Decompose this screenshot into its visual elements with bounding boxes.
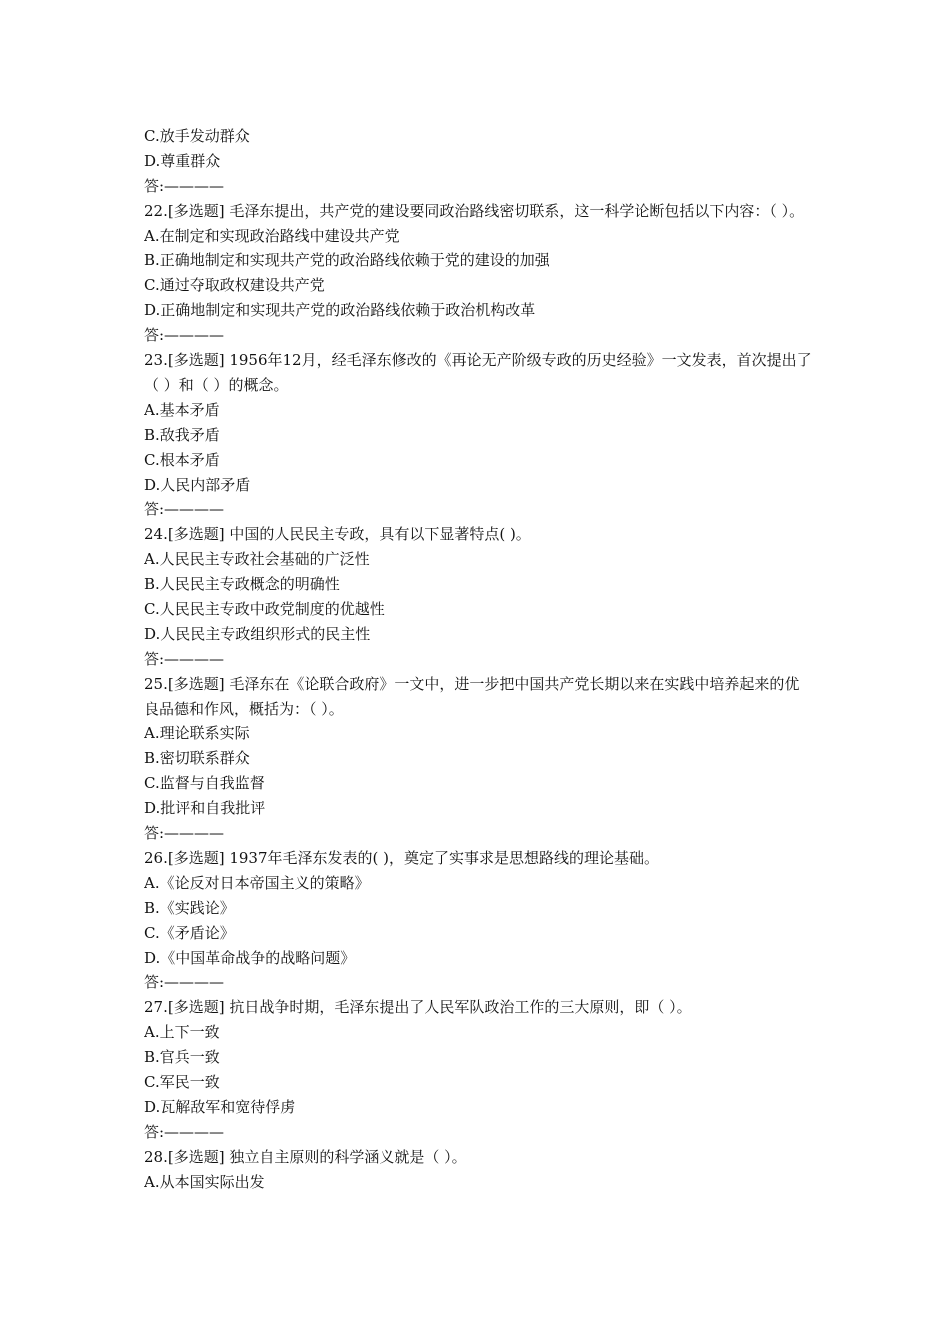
answer-line: 答:———— [144, 973, 225, 992]
question-stem: 28.[多选题] 独立自主原则的科学涵义就是（ ）。 [144, 1147, 467, 1166]
question-24 [144, 522, 814, 671]
option-d: D.《中国革命战争的战略问题》 [144, 948, 356, 967]
option-a: A.理论联系实际 [144, 724, 250, 743]
option-d: D.瓦解敌军和宽待俘虏 [144, 1097, 296, 1116]
question-stem: 22.[多选题] 毛泽东提出，共产党的建设要同政治路线密切联系，这一科学论断包括以下内容：（ ）。 [144, 201, 805, 220]
question-stem: 24.[多选题] 中国的人民民主专政，具有以下显著特点( )。 [144, 525, 531, 544]
option-b: B.正确地制定和实现共产党的政治路线依赖于党的建设的加强 [144, 251, 550, 270]
answer-line: 答:———— [144, 824, 225, 843]
question-22 [144, 199, 814, 348]
option-a: A.从本国实际出发 [144, 1172, 265, 1191]
question-28 [144, 1145, 814, 1195]
document-page [144, 124, 814, 1194]
option-d: D.批评和自我批评 [144, 799, 266, 818]
option-c: C.人民民主专政中政党制度的优越性 [144, 599, 385, 618]
answer-line: 答:———— [144, 326, 225, 345]
option-c: C.《矛盾论》 [144, 923, 235, 942]
option-b: B.《实践论》 [144, 898, 235, 917]
option-d: D.尊重群众 [144, 151, 221, 170]
option-b: B.密切联系群众 [144, 749, 250, 768]
question-stem: 26.[多选题] 1937年毛泽东发表的( )，奠定了实事求是思想路线的理论基础。 [144, 848, 659, 867]
question-stem: 23.[多选题] 1956年12月，经毛泽东修改的《再论无产阶级专政的历史经验》一文发表，首次提出了（ ）和（ ）的概念。 [144, 351, 812, 394]
option-d: D.正确地制定和实现共产党的政治路线依赖于政治机构改革 [144, 301, 536, 320]
option-c: C.监督与自我监督 [144, 774, 265, 793]
question-25 [144, 672, 814, 846]
option-d: D.人民内部矛盾 [144, 475, 251, 494]
option-b: B.官兵一致 [144, 1048, 220, 1067]
question-21-tail [144, 124, 814, 199]
question-23 [144, 348, 814, 522]
question-stem: 27.[多选题] 抗日战争时期，毛泽东提出了人民军队政治工作的三大原则，即（ ）。 [144, 998, 692, 1017]
option-a: A.上下一致 [144, 1023, 220, 1042]
option-c: C.军民一致 [144, 1072, 220, 1091]
question-27 [144, 995, 814, 1144]
question-26 [144, 846, 814, 995]
answer-line: 答:———— [144, 1122, 225, 1141]
answer-line: 答:———— [144, 500, 225, 519]
option-b: B.人民民主专政概念的明确性 [144, 575, 340, 594]
option-a: A.人民民主专政社会基础的广泛性 [144, 550, 370, 569]
option-a: A.《论反对日本帝国主义的策略》 [144, 873, 370, 892]
option-a: A.在制定和实现政治路线中建设共产党 [144, 226, 400, 245]
option-b: B.敌我矛盾 [144, 425, 220, 444]
option-a: A.基本矛盾 [144, 400, 220, 419]
question-stem: 25.[多选题] 毛泽东在《论联合政府》一文中，进一步把中国共产党长期以来在实践中培养起来的优良品德和作风，概括为：（ ）。 [144, 674, 800, 718]
option-d: D.人民民主专政组织形式的民主性 [144, 624, 371, 643]
option-c: C.放手发动群众 [144, 127, 250, 145]
answer-line: 答:———— [144, 176, 225, 195]
option-c: C.根本矛盾 [144, 450, 220, 469]
option-c: C.通过夺取政权建设共产党 [144, 276, 325, 295]
answer-line: 答:———— [144, 649, 225, 668]
